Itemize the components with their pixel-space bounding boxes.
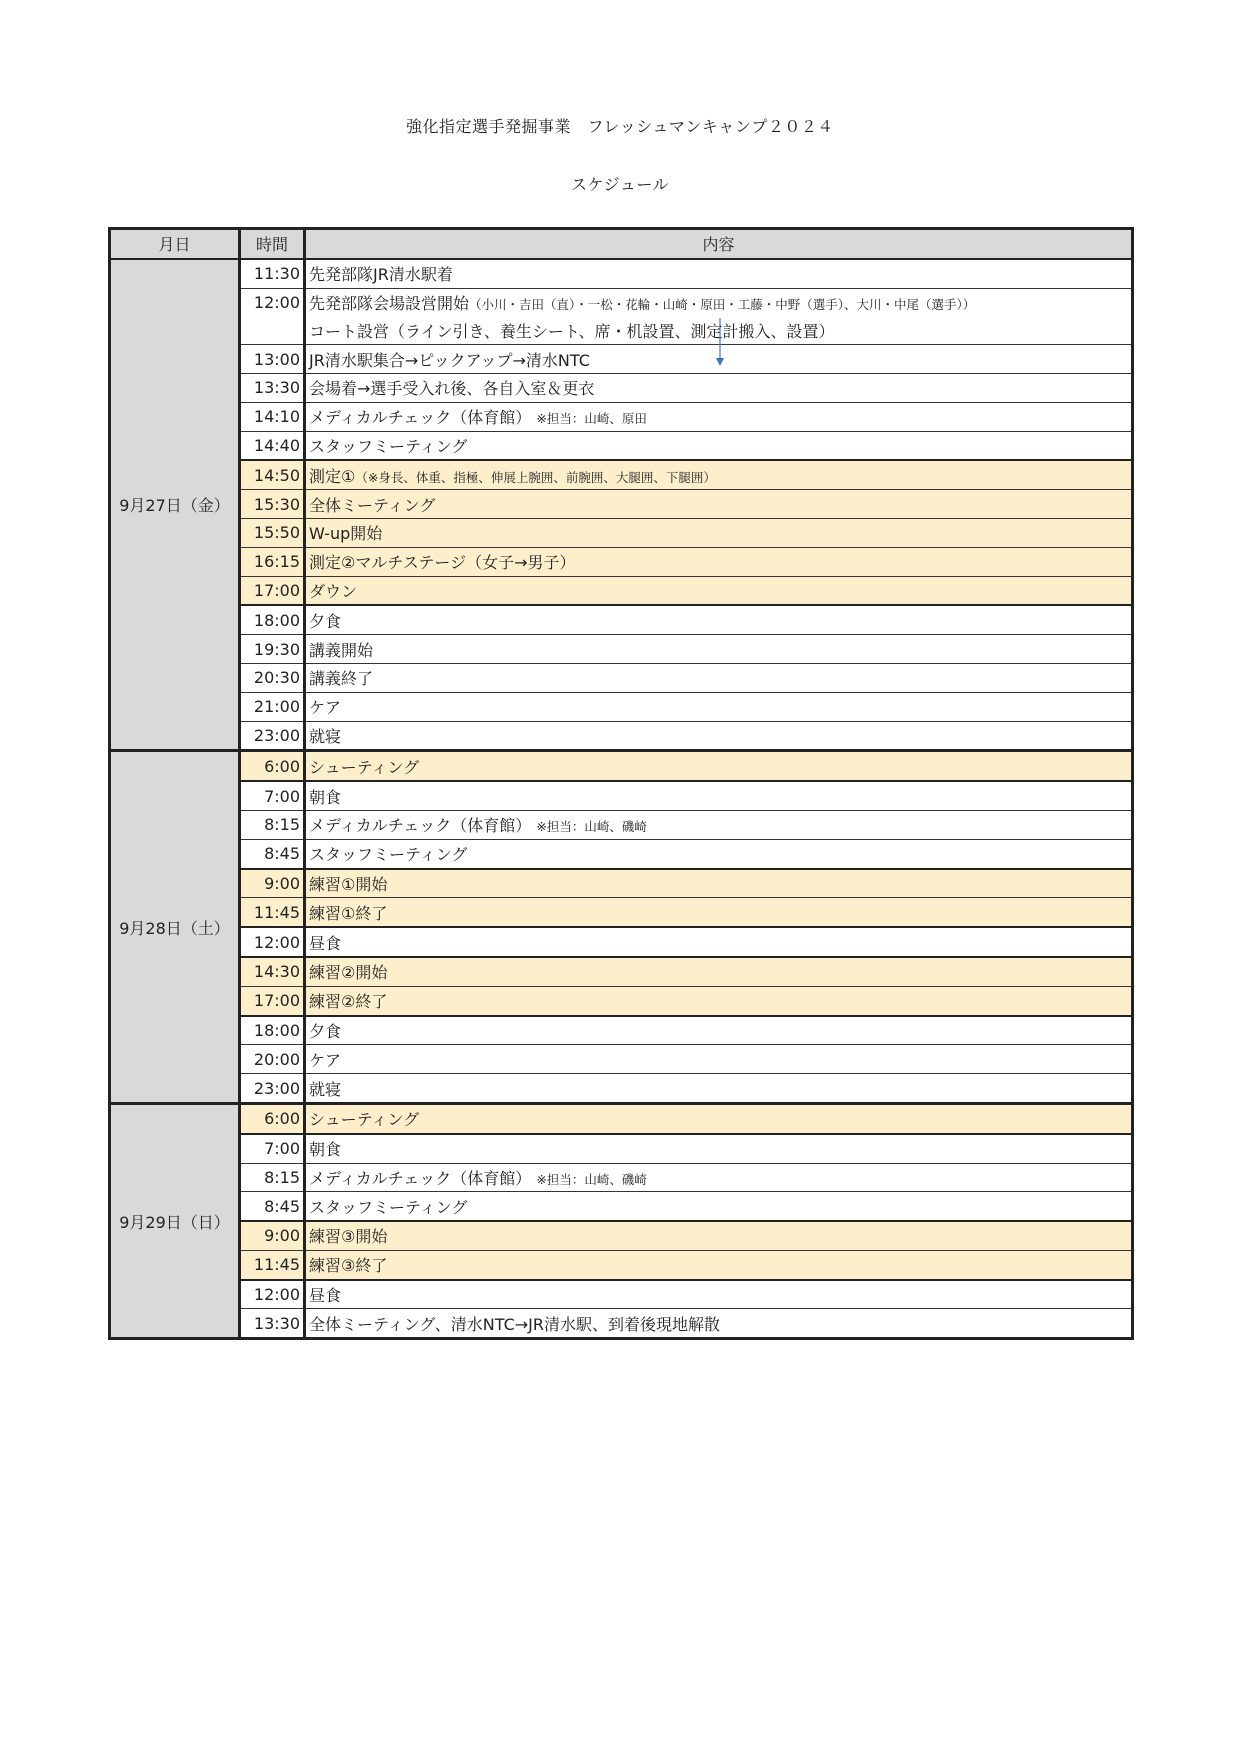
content-cell — [305, 898, 1133, 927]
table-row — [110, 373, 1133, 402]
content-text: 夕食 — [309, 1021, 342, 1041]
header-time: 時間 — [240, 229, 305, 259]
time-cell: 12:00 — [240, 927, 305, 957]
content-cell — [305, 810, 1133, 839]
schedule-table — [108, 227, 1134, 1340]
table-row — [110, 518, 1133, 547]
time-cell: 8:45 — [240, 839, 305, 868]
content-note: ※担当：山崎、磯崎 — [536, 1171, 647, 1187]
content-text: 就寝 — [309, 726, 342, 746]
table-row — [110, 1192, 1133, 1221]
content-cell — [305, 1192, 1133, 1221]
table-row — [110, 316, 1133, 344]
time-cell: 11:45 — [240, 898, 305, 927]
down-arrow-icon — [714, 318, 726, 368]
content-text: 全体ミーティング、清水NTC→JR清水駅、到着後現地解散 — [309, 1314, 720, 1334]
content-text: シューティング — [309, 757, 420, 777]
content-cell — [305, 1134, 1133, 1163]
content-note: ※担当：山崎、原田 — [536, 411, 647, 427]
time-cell: 15:50 — [240, 518, 305, 547]
content-cell — [305, 1309, 1133, 1339]
time-cell: 8:15 — [240, 1163, 305, 1192]
table-row — [110, 1163, 1133, 1192]
table-row — [110, 957, 1133, 986]
content-text: 就寝 — [309, 1079, 342, 1099]
content-text: スタッフミーティング — [309, 436, 468, 456]
time-cell: 17:00 — [240, 986, 305, 1015]
content-text: 測定① — [309, 466, 356, 486]
table-row — [110, 1016, 1133, 1045]
page-subtitle: スケジュール — [570, 175, 670, 194]
time-cell: 12:00 — [240, 288, 305, 316]
content-cell — [305, 869, 1133, 898]
content-cell — [305, 663, 1133, 692]
content-cell — [305, 839, 1133, 868]
content-cell — [305, 576, 1133, 605]
content-text: 練習②開始 — [309, 963, 388, 983]
content-text: 測定②マルチステージ（女子→男子） — [309, 553, 576, 573]
content-text: 朝食 — [309, 787, 342, 807]
content-text: 昼食 — [309, 1286, 342, 1306]
time-cell: 9:00 — [240, 1221, 305, 1250]
content-text: メディカルチェック（体育館） — [309, 816, 532, 836]
content-text: ケア — [309, 698, 342, 718]
table-row — [110, 1309, 1133, 1339]
content-cell — [305, 259, 1133, 288]
content-text: メディカルチェック（体育館） — [309, 408, 532, 428]
content-note: （小川・吉田（直）・一松・花輪・山崎・原田・工藤・中野（選手）、大川・中尾（選手）） — [469, 296, 976, 312]
table-row — [110, 1103, 1133, 1133]
table-row — [110, 288, 1133, 316]
time-cell: 7:00 — [240, 1134, 305, 1163]
content-text: スタッフミーティング — [309, 1197, 468, 1217]
content-cell — [305, 1250, 1133, 1279]
table-row — [110, 869, 1133, 898]
content-cell — [305, 721, 1133, 751]
header-date: 月日 — [110, 229, 240, 259]
content-cell — [305, 1074, 1133, 1104]
content-cell — [305, 635, 1133, 664]
content-text: 練習③開始 — [309, 1227, 388, 1247]
content-cell — [305, 986, 1133, 1015]
table-row — [110, 1134, 1133, 1163]
time-cell: 23:00 — [240, 1074, 305, 1104]
time-cell: 8:15 — [240, 810, 305, 839]
table-row — [110, 898, 1133, 927]
time-cell: 14:40 — [240, 431, 305, 460]
table-row — [110, 259, 1133, 288]
content-text: ダウン — [309, 581, 358, 601]
table-row — [110, 781, 1133, 810]
table-row — [110, 460, 1133, 489]
content-note: （※身長、体重、指極、伸展上腕囲、前腕囲、大腿囲、下腿囲） — [355, 469, 716, 485]
content-text: スタッフミーティング — [309, 845, 468, 865]
content-text: 会場着→選手受入れ後、各自入室＆更衣 — [309, 379, 595, 399]
content-text: シューティング — [309, 1110, 420, 1130]
table-row — [110, 1250, 1133, 1279]
table-row — [110, 1221, 1133, 1250]
time-cell: 20:30 — [240, 663, 305, 692]
time-cell: 19:30 — [240, 635, 305, 664]
content-cell — [305, 373, 1133, 402]
time-cell: 21:00 — [240, 692, 305, 721]
content-text: JR清水駅集合→ピックアップ→清水NTC — [309, 350, 590, 370]
content-cell — [305, 288, 1133, 316]
table-row — [110, 1280, 1133, 1309]
table-row — [110, 1045, 1133, 1074]
content-text: コート設営（ライン引き、養生シート、席・机設置、測定計搬入、設置） — [309, 321, 835, 341]
content-cell — [305, 1280, 1133, 1309]
content-text: 夕食 — [309, 611, 342, 631]
time-cell: 18:00 — [240, 1016, 305, 1045]
time-cell: 9:00 — [240, 869, 305, 898]
table-row — [110, 576, 1133, 605]
content-text: メディカルチェック（体育館） — [309, 1168, 532, 1188]
content-text: 朝食 — [309, 1140, 342, 1160]
content-text: 練習①終了 — [309, 903, 388, 923]
content-cell — [305, 927, 1133, 957]
content-text: ケア — [309, 1050, 342, 1070]
content-text: 講義終了 — [309, 669, 374, 689]
content-cell — [305, 1163, 1133, 1192]
time-cell: 6:00 — [240, 751, 305, 781]
content-cell — [305, 490, 1133, 519]
content-cell — [305, 1045, 1133, 1074]
date-cell: 9月29日（日） — [110, 1103, 240, 1338]
time-cell: 13:30 — [240, 373, 305, 402]
content-cell — [305, 781, 1133, 810]
content-cell — [305, 1221, 1133, 1250]
time-cell: 14:10 — [240, 402, 305, 431]
time-cell: 13:30 — [240, 1309, 305, 1339]
table-row — [110, 663, 1133, 692]
time-cell: 16:15 — [240, 547, 305, 576]
table-row — [110, 431, 1133, 460]
table-row — [110, 751, 1133, 781]
table-row — [110, 345, 1133, 374]
time-cell: 20:00 — [240, 1045, 305, 1074]
time-cell: 11:45 — [240, 1250, 305, 1279]
date-cell: 9月28日（土） — [110, 751, 240, 1104]
content-cell — [305, 460, 1133, 489]
content-text: W-up開始 — [309, 524, 383, 544]
content-text: 全体ミーティング — [309, 495, 436, 515]
content-text: 練習②終了 — [309, 992, 388, 1012]
table-row — [110, 490, 1133, 519]
table-row — [110, 635, 1133, 664]
time-cell: 18:00 — [240, 605, 305, 634]
content-text: 練習①開始 — [309, 874, 388, 894]
content-cell — [305, 402, 1133, 431]
content-text: 昼食 — [309, 933, 342, 953]
time-cell: 13:00 — [240, 345, 305, 374]
content-text: 練習③終了 — [309, 1256, 388, 1276]
content-cell — [305, 518, 1133, 547]
content-cell — [305, 751, 1133, 781]
content-cell — [305, 1016, 1133, 1045]
table-row — [110, 986, 1133, 1015]
date-cell: 9月27日（金） — [110, 259, 240, 751]
content-cell — [305, 431, 1133, 460]
table-row — [110, 1074, 1133, 1104]
table-row — [110, 402, 1133, 431]
table-row — [110, 721, 1133, 751]
content-text: 先発部隊会場設営開始 — [309, 293, 470, 313]
time-cell — [240, 316, 305, 344]
time-cell: 11:30 — [240, 259, 305, 288]
content-cell — [305, 957, 1133, 986]
time-cell: 15:30 — [240, 490, 305, 519]
header-content: 内容 — [305, 229, 1133, 259]
content-cell — [305, 1103, 1133, 1133]
time-cell: 12:00 — [240, 1280, 305, 1309]
table-header-row — [110, 229, 1133, 259]
table-row — [110, 692, 1133, 721]
time-cell: 6:00 — [240, 1103, 305, 1133]
content-cell — [305, 692, 1133, 721]
table-row — [110, 605, 1133, 634]
time-cell: 23:00 — [240, 721, 305, 751]
table-row — [110, 547, 1133, 576]
page-title: 強化指定選手発掘事業 フレッシュマンキャンプ２０２４ — [406, 117, 834, 136]
table-row — [110, 810, 1133, 839]
time-cell: 14:30 — [240, 957, 305, 986]
table-row — [110, 839, 1133, 868]
time-cell: 17:00 — [240, 576, 305, 605]
table-row — [110, 927, 1133, 957]
time-cell: 14:50 — [240, 460, 305, 489]
content-cell — [305, 547, 1133, 576]
content-text: 講義開始 — [309, 640, 374, 660]
time-cell: 8:45 — [240, 1192, 305, 1221]
content-text: 先発部隊JR清水駅着 — [309, 265, 453, 285]
content-note: ※担当：山崎、磯崎 — [536, 819, 647, 835]
content-cell — [305, 605, 1133, 634]
time-cell: 7:00 — [240, 781, 305, 810]
